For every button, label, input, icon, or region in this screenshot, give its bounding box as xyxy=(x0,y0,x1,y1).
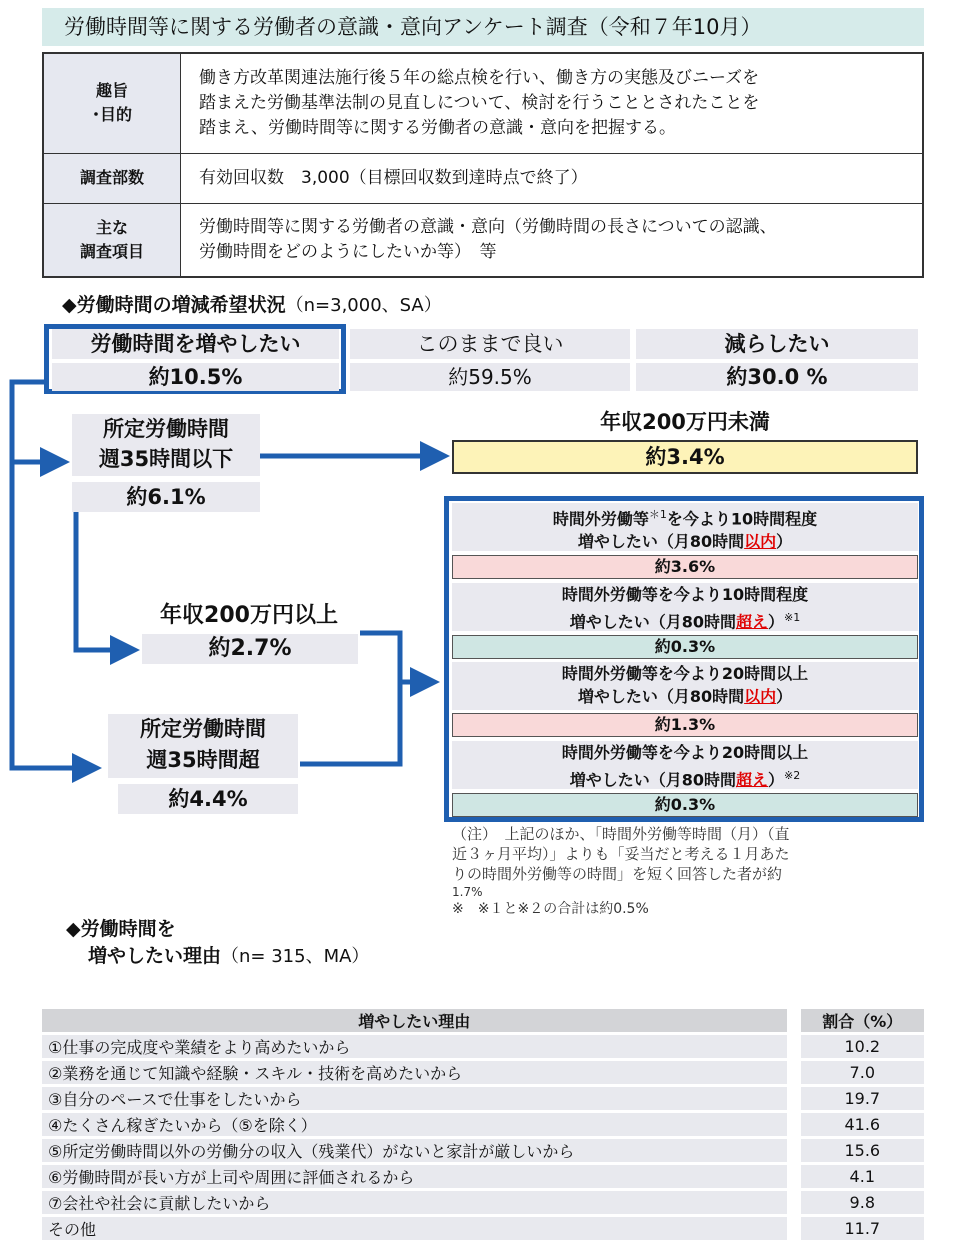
table-row: ⑥労働時間が長い方が上司や周囲に評価されるから 4.1 xyxy=(42,1165,924,1188)
wish-increase-value: 約10.5% xyxy=(52,363,339,391)
table-row: ③自分のペースで仕事をしたいから 19.7 xyxy=(42,1087,924,1110)
overview-row-count: 調査部数 有効回収数 3,000（目標回収数到達時点で終了） xyxy=(43,153,923,203)
overview-row-items: 主な 調査項目 労働時間等に関する労働者の意識・意向（労働時間の長さについての認識、 労働時間をどのようにしたいか等） 等 xyxy=(43,203,923,277)
income-under-value: 約3.4% xyxy=(452,440,918,474)
hours-le35-value: 約6.1% xyxy=(72,482,260,512)
section-heading-reasons: ◆労働時間を 増やしたい理由（n= 315、MA） xyxy=(66,918,370,967)
overtime-value-2: 約0.3% xyxy=(452,635,918,659)
section-heading-wishes: ◆労働時間の増減希望状況（n=3,000、SA） xyxy=(62,294,442,316)
table-row: ①仕事の完成度や業績をより高めたいから 10.2 xyxy=(42,1035,924,1058)
overtime-option-1: 時間外労働等$^{*1}$を今より10時間程度 増やしたい（月80時間以内） xyxy=(452,503,918,551)
overtime-option-2: 時間外労働等を今より10時間程度 増やしたい（月80時間超え）$^{※1}$ xyxy=(452,583,918,631)
wish-decrease-value: 約30.0 % xyxy=(636,363,918,391)
reasons-table xyxy=(42,1006,924,1243)
reasons-header-label: 増やしたい理由 xyxy=(42,1009,787,1032)
reasons-header-pct: 割合（%） xyxy=(801,1009,924,1032)
wish-increase-label: 労働時間を増やしたい xyxy=(52,329,339,359)
table-row: ②業務を通じて知識や経験・スキル・技術を高めたいから 7.0 xyxy=(42,1061,924,1084)
page-title: 労働時間等に関する労働者の意識・意向アンケート調査（令和７年10月） xyxy=(42,8,924,46)
hours-gt35-label: 所定労働時間 週35時間超 xyxy=(108,714,298,778)
footnote: （注） 上記のほか、「時間外労働等時間（月）（直 近３ヶ月平均）」よりも「妥当だと考える１月あた りの時間外労働等の時間」を短く回答した者が約 1.7% ※ ※１と※２の合計は約0.5% xyxy=(452,825,790,917)
hours-le35-label: 所定労働時間 週35時間以下 xyxy=(72,414,260,476)
income-over-value: 約2.7% xyxy=(142,634,358,664)
hours-gt35-value: 約4.4% xyxy=(118,784,298,814)
table-row: その他 11.7 xyxy=(42,1217,924,1240)
wish-keep-label: このままで良い xyxy=(350,329,630,359)
overtime-option-3: 時間外労働等を今より20時間以上 増やしたい（月80時間以内） xyxy=(452,662,918,710)
reasons-header-row xyxy=(42,1009,924,1032)
wish-decrease-label: 減らしたい xyxy=(636,329,918,359)
table-row: ⑦会社や社会に貢献したいから 9.8 xyxy=(42,1191,924,1214)
income-under-label: 年収200万円未満 xyxy=(600,410,770,434)
overtime-value-1: 約3.6% xyxy=(452,555,918,579)
overtime-option-4: 時間外労働等を今より20時間以上 増やしたい（月80時間超え）$^{※2}$ xyxy=(452,741,918,789)
table-row: ⑤所定労働時間以外の労働分の収入（残業代）がないと家計が厳しいから 15.6 xyxy=(42,1139,924,1162)
table-row: ④たくさん稼ぎたいから（⑤を除く） 41.6 xyxy=(42,1113,924,1136)
overtime-value-3: 約1.3% xyxy=(452,713,918,737)
wish-keep-value: 約59.5% xyxy=(350,363,630,391)
overtime-value-4: 約0.3% xyxy=(452,793,918,817)
overview-row-purpose: 趣旨 ･目的 働き方改革関連法施行後５年の総点検を行い、働き方の実態及びニーズを 踏まえた労働基準法制の見直しについて、検討を行うこととされたことを 踏まえ、労働時間等に関する労働者の意識・意向を把握する。 xyxy=(43,53,923,153)
income-over-label: 年収200万円以上 xyxy=(160,603,338,628)
